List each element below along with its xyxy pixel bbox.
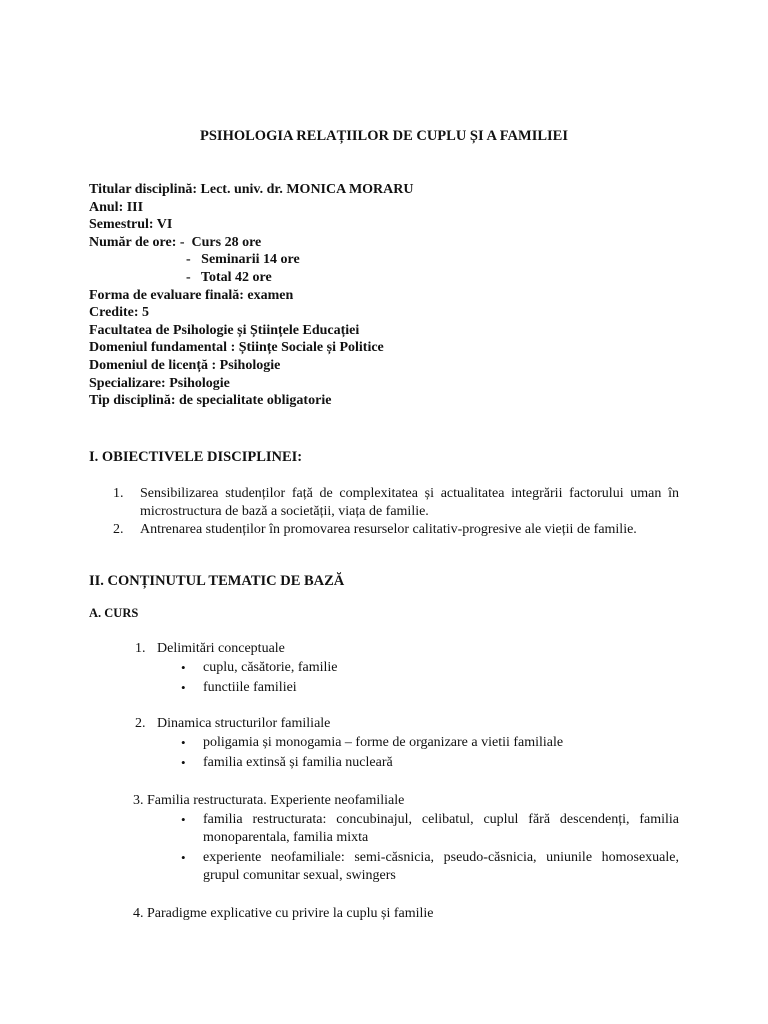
bullet-icon: • xyxy=(181,850,186,865)
section-heading-content: II. CONȚINUTUL TEMATIC DE BAZĂ xyxy=(89,573,345,589)
topic-title: 3. Familia restructurata. Experiente neofamiliale xyxy=(133,793,405,808)
bullet-list xyxy=(179,734,679,774)
bullet-icon: • xyxy=(181,755,186,770)
list-item: • functiile familiei xyxy=(181,680,297,695)
meta-line-credits: Credite: 5 xyxy=(89,305,149,321)
meta-line-evaluation: Forma de evaluare finală: examen xyxy=(89,287,294,303)
list-item xyxy=(113,521,679,539)
list-item xyxy=(113,485,679,521)
meta-line-license: Domeniul de licență : Psihologie xyxy=(89,357,281,373)
topic-title: 2. Dinamica structurilor familiale xyxy=(135,716,331,731)
list-item-text: Sensibilizarea studenților față de complexitatea și actualitatea integrării factorului uman în microstructura de bază a societății, viața de familie. xyxy=(140,486,679,519)
topic-title: 1. Delimitări conceptuale xyxy=(135,641,285,656)
list-item: • poligamia și monogamia – forme de organizare a vietii familiale xyxy=(181,735,564,750)
bullet-list xyxy=(179,659,679,699)
bullet-icon: • xyxy=(181,680,186,695)
bullet-icon: • xyxy=(181,660,186,675)
document-title: PSIHOLOGIA RELAȚIILOR DE CUPLU ȘI A FAMILIEI xyxy=(200,128,568,144)
objectives-list xyxy=(113,485,679,539)
course-info xyxy=(89,181,414,410)
meta-line-year: Anul: III xyxy=(89,199,144,215)
bullet-icon: • xyxy=(181,735,186,750)
list-item: • familia restructurata: concubinajul, celibatul, cuplul fără descendenți, familia monoparentala, familia mixta xyxy=(181,812,679,845)
list-item: • experiente neofamiliale: semi-căsnicia, pseudo-căsnicia, uniunile homosexuale, grupul comunitar sexual, swingers xyxy=(181,850,679,883)
list-number: 2. xyxy=(113,522,124,537)
bullet-list xyxy=(179,811,679,887)
meta-line-total: - Total 42 ore xyxy=(186,269,272,285)
section-heading-objectives: I. OBIECTIVELE DISCIPLINEI: xyxy=(89,449,303,465)
bullet-icon: • xyxy=(181,812,186,827)
list-item: • cuplu, căsătorie, familie xyxy=(181,660,338,675)
meta-line-domain: Domeniul fundamental : Științe Sociale și Politice xyxy=(89,340,384,356)
meta-line-specialization: Specializare: Psihologie xyxy=(89,375,230,391)
list-number: 1. xyxy=(113,486,124,501)
list-item: • familia extinsă și familia nucleară xyxy=(181,755,393,770)
meta-line-faculty: Facultatea de Psihologie și Științele Educației xyxy=(89,322,360,338)
subsection-heading-course: A. CURS xyxy=(89,606,139,620)
list-item-text: Antrenarea studenților în promovarea resurselor calitativ-progresive ale vieții de familie. xyxy=(140,522,637,537)
meta-line-semester: Semestrul: VI xyxy=(89,217,173,233)
meta-line-type: Tip disciplină: de specialitate obligatorie xyxy=(89,393,332,409)
meta-line-hours: Număr de ore: - Curs 28 ore xyxy=(89,234,262,250)
meta-line-seminars: - Seminarii 14 ore xyxy=(186,252,300,268)
meta-line-instructor: Titular disciplină: Lect. univ. dr. MONICA MORARU xyxy=(89,182,414,197)
topic-title: 4. Paradigme explicative cu privire la cuplu și familie xyxy=(133,906,434,921)
